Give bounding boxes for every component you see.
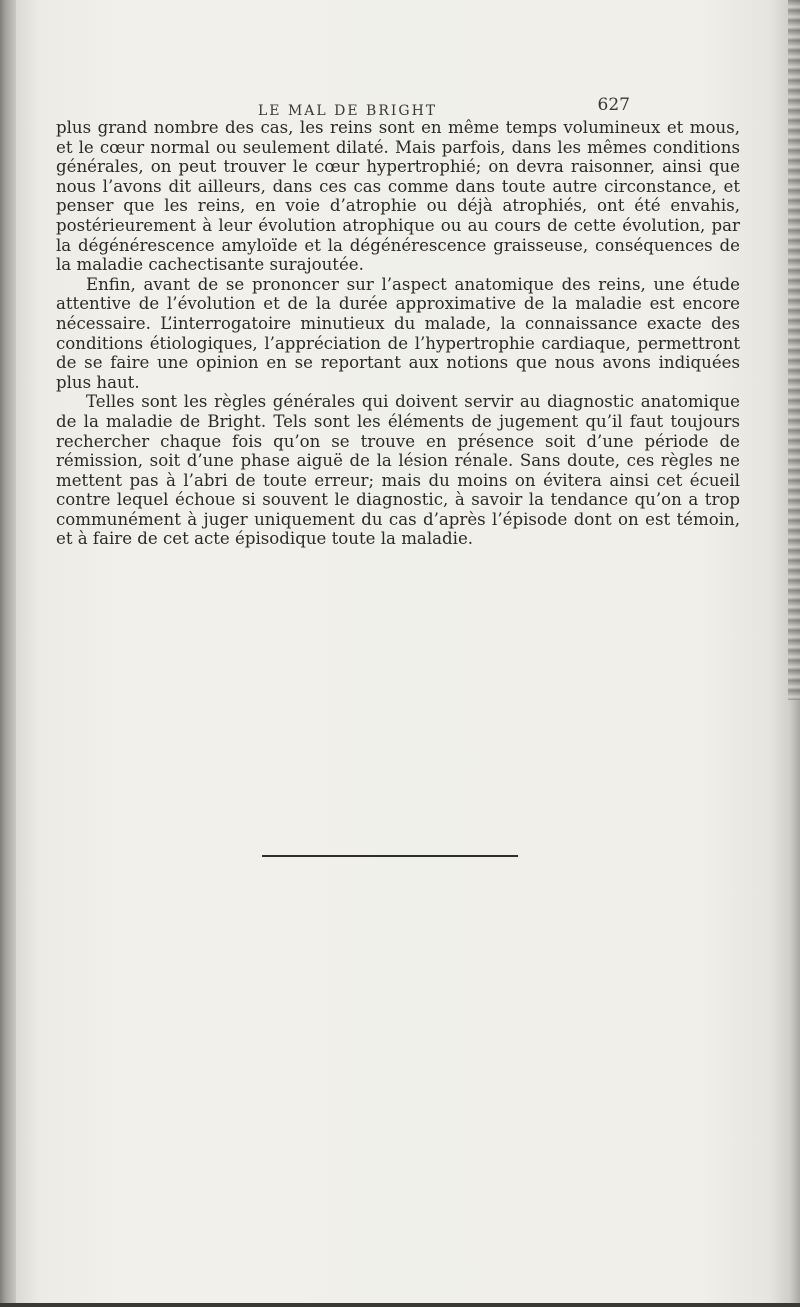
page-number: 627: [597, 95, 630, 115]
paragraph-2: Enfin, avant de se prononcer sur l’aspect anatomique des reins, une étude attentive de l’évolution et de la durée approximative de la maladie est encore nécessaire. L’interrogatoire minutieux du malade, la connaissance exacte des conditions étiologiques, l’appréciation de l’hypertrophie cardiaque, permettront de se faire une opinion en se reportant aux notions que nous avons indiquées plus haut.: [56, 274, 740, 392]
running-title: LE MAL DE BRIGHT: [258, 103, 438, 119]
page-edge-bottom: [0, 1303, 800, 1307]
book-spine-shadow: [0, 0, 16, 1307]
body-text: [56, 118, 740, 549]
paragraph-1: plus grand nombre des cas, les reins sont en même temps volumineux et mous, et le cœur normal ou seulement dilaté. Mais parfois, dans les mêmes conditions générales, on peut trouver le cœur hypertrophié; on devra raisonner, ainsi que nous l’avons dit ailleurs, dans ces cas comme dans toute autre circonstance, et penser que les reins, en voie d’atrophie ou déjà atrophiés, ont été envahis, postérieurement à leur évolution atrophique ou au cours de cette évolution, par la dégénérescence amyloïde et la dégénérescence graisseuse, conséquences de la maladie cachectisante surajoutée.: [56, 118, 740, 275]
section-end-rule: [262, 855, 518, 857]
page-edge-right: [788, 0, 800, 700]
paragraph-3: Telles sont les règles générales qui doivent servir au diagnostic anatomique de la maladie de Bright. Tels sont les éléments de jugement qu’il faut toujours rechercher chaque fois qu’on se trouve en présence soit d’une période de rémission, soit d’une phase aiguë de la lésion rénale. Sans doute, ces règles ne mettent pas à l’abri de toute erreur; mais du moins on évitera ainsi cet écueil contre lequel échoue si souvent le diagnostic, à savoir la tendance qu’on a trop communément à juger uniquement du cas d’après l’épisode dont on est témoin, et à faire de cet acte épisodique toute la maladie.: [56, 392, 740, 549]
